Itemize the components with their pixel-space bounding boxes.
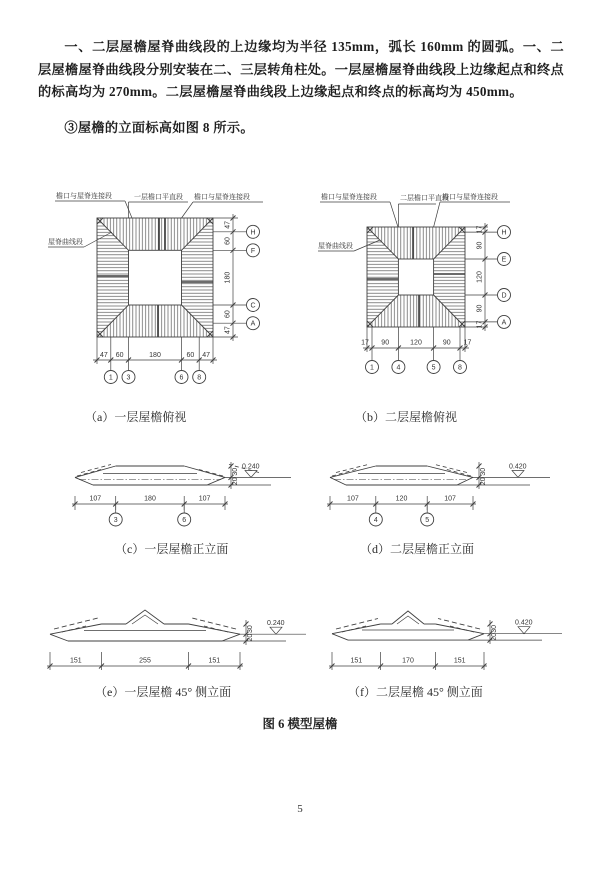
elev-e-lines <box>50 610 240 641</box>
axis-bubble: 8 <box>458 364 462 372</box>
label-eave-ridge-connection: 檐口与屋脊连接段 <box>194 194 250 201</box>
axis-bubble: 5 <box>431 364 436 372</box>
dim-label: 17 <box>463 339 472 347</box>
dim-label: 151 <box>69 657 82 665</box>
dim-label: 30 <box>480 467 487 476</box>
axis-bubble: 8 <box>197 374 202 382</box>
dim-label: 17 <box>476 225 484 234</box>
axis-bubble: A <box>501 319 507 327</box>
elev-d-axis-bubbles <box>369 504 433 526</box>
dim-label: 120 <box>476 271 484 283</box>
dim-label: 107 <box>347 495 359 503</box>
caption-b: （b）二层屋檐俯视 <box>355 410 458 424</box>
dim-label: 47 <box>224 326 232 334</box>
dim-label: 180 <box>144 495 156 503</box>
dim-label: 90 <box>476 241 484 250</box>
plan-b-axis-bubbles-bottom <box>366 352 467 374</box>
axis-bubble: 6 <box>182 517 187 524</box>
elev-d-drawing <box>312 446 570 546</box>
dim-label: 180 <box>224 271 232 284</box>
dim-label: 120 <box>395 495 408 503</box>
axis-bubble: 3 <box>113 517 118 524</box>
dim-label: 60 <box>224 310 232 318</box>
plan-a-drawing <box>48 186 308 398</box>
elev-c-axis-bubbles <box>109 504 191 526</box>
elev-f-lines <box>332 611 484 640</box>
dim-label: 20 <box>480 477 487 486</box>
caption-f: （f）二层屋檐 45° 侧立面 <box>348 685 483 699</box>
elev-d-level-marker <box>457 471 550 486</box>
axis-bubble: 1 <box>370 364 374 372</box>
dim-label: 47 <box>224 221 232 229</box>
axis-bubble: 4 <box>373 517 378 524</box>
dim-label: 151 <box>350 657 363 665</box>
plan-b-drawing <box>316 186 576 398</box>
dim-label: 90 <box>476 304 484 313</box>
axis-bubble: 6 <box>179 374 184 382</box>
dim-label: 90 <box>442 339 451 347</box>
dim-label: 30 <box>247 625 254 633</box>
elev-c-level-marker <box>207 471 291 486</box>
dim-label: 107 <box>198 495 211 503</box>
axis-bubble: 4 <box>396 364 401 372</box>
plan-a-dim-bottom <box>93 337 217 364</box>
axis-bubble: H <box>501 229 507 237</box>
dim-label: 60 <box>224 237 232 245</box>
dim-label: 151 <box>453 657 466 665</box>
dim-label: 30 <box>491 625 498 633</box>
axis-bubble: 5 <box>425 517 430 524</box>
body-text <box>38 36 564 139</box>
axis-bubble: A <box>250 320 256 328</box>
dim-label: 90 <box>381 339 390 347</box>
elev-e-drawing <box>28 596 313 696</box>
caption-e: （e）一层屋檐 45° 侧立面 <box>95 685 232 699</box>
label-eave-straight-segment: 一层檐口平直段 <box>134 194 183 201</box>
paragraph-2: ③屋檐的立面标高如图 8 所示。 <box>64 119 254 135</box>
dim-label: 17 <box>361 339 369 347</box>
page-number: 5 <box>297 803 303 815</box>
label-eave-straight-segment: 二层檐口平直段 <box>400 195 449 202</box>
caption-d: （d）二层屋檐正立面 <box>360 542 475 556</box>
label-ridge-curve: 屋脊曲线段 <box>48 239 83 246</box>
dim-label: 255 <box>139 657 151 665</box>
dim-label: 120 <box>410 339 422 347</box>
axis-bubble: D <box>501 292 507 300</box>
dim-label: 20 <box>491 633 498 641</box>
dim-label: 30 <box>232 467 239 476</box>
elev-d-lines <box>330 465 473 486</box>
dim-label: 47 <box>202 352 210 359</box>
elev-f-drawing <box>318 596 583 696</box>
caption-c: （c）一层屋檐正立面 <box>115 542 229 556</box>
axis-bubble: 1 <box>108 374 113 382</box>
elev-e-level-marker <box>222 627 306 641</box>
label-eave-ridge-connection: 檐口与屋脊连接段 <box>321 194 377 201</box>
dim-label: 47 <box>100 352 108 359</box>
dim-label: 170 <box>402 657 414 665</box>
label-eave-ridge-connection: 檐口与屋脊连接段 <box>56 193 112 200</box>
figure-caption: 图 6 模型屋檐 <box>262 717 338 731</box>
dim-label: 20 <box>247 633 254 642</box>
dim-label: 60 <box>115 352 124 359</box>
label-eave-ridge-connection: 檐口与屋脊连接段 <box>442 194 498 201</box>
dim-label: 107 <box>89 495 102 503</box>
elev-c-drawing <box>45 446 295 546</box>
level-value: 0.240 <box>267 620 285 628</box>
dim-label: 151 <box>208 657 221 665</box>
dim-label: 17 <box>476 320 484 329</box>
axis-bubble: C <box>250 302 256 310</box>
plan-a-axis-bubbles-bottom <box>104 364 205 384</box>
axis-bubble: H <box>250 229 256 237</box>
paragraph-1: 一、二层屋檐屋脊曲线段的上边缘均为半径 135mm，弧长 160mm 的圆弧。一、二层屋檐屋脊曲线段分别安装在二、三层转角柱处。一层屋檐屋脊曲线段上边缘起点和终点的标高均为 270mm。二层屋檐屋脊曲线段上边缘起点和终点的标高均为 450mm。 <box>38 39 565 99</box>
caption-a: （a）一层屋檐俯视 <box>85 410 187 424</box>
axis-bubble: F <box>250 247 256 255</box>
dim-label: 107 <box>444 495 456 503</box>
level-value: 0.420 <box>509 463 527 471</box>
plan-a-axis-bubbles-right <box>247 225 260 329</box>
level-value: 0.240 <box>242 463 260 471</box>
dim-label: 20 <box>232 477 239 486</box>
dim-label: 180 <box>149 352 161 359</box>
level-value: 0.420 <box>515 619 533 627</box>
dim-label: 60 <box>186 352 195 359</box>
axis-bubble: E <box>501 256 507 264</box>
plan-b-axis-bubbles-right <box>498 226 511 329</box>
label-ridge-curve: 屋脊曲线段 <box>318 243 353 250</box>
axis-bubble: 3 <box>126 374 131 382</box>
